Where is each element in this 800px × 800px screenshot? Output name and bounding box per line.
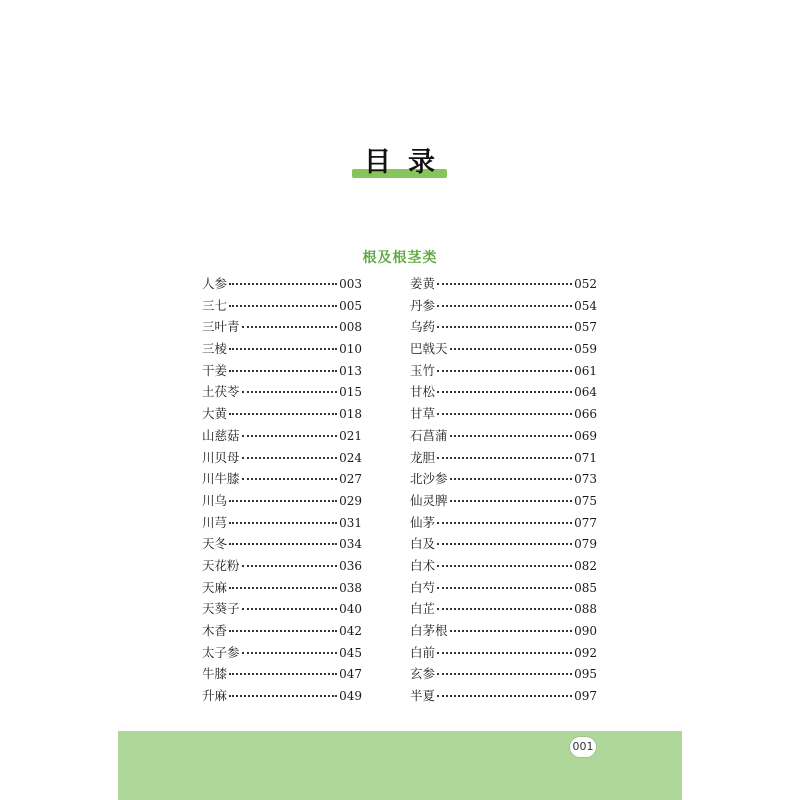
toc-entry-page: 036	[339, 558, 362, 573]
toc-entry[interactable]	[202, 425, 362, 447]
toc-entry[interactable]	[202, 663, 362, 685]
toc-entry[interactable]	[202, 512, 362, 534]
dot-leader	[229, 500, 337, 502]
toc-entry-name: 太子参	[202, 644, 240, 660]
toc-entry-name: 山慈菇	[202, 427, 240, 443]
toc-entry[interactable]	[410, 512, 597, 534]
toc-entry-page: 013	[339, 363, 362, 378]
toc-entry-name: 仙灵脾	[410, 492, 448, 508]
dot-leader	[229, 305, 337, 307]
dot-leader	[437, 391, 572, 393]
toc-entry-name: 仙茅	[410, 514, 436, 530]
dot-leader	[229, 695, 337, 697]
toc-entry-page: 038	[339, 580, 362, 595]
toc-entry-name: 天葵子	[202, 601, 240, 617]
toc-entry-page: 005	[339, 298, 362, 313]
toc-entry-name: 川贝母	[202, 449, 240, 465]
page-title	[352, 141, 447, 177]
dot-leader	[229, 630, 337, 632]
toc-entry[interactable]	[202, 598, 362, 620]
toc-entry-page: 045	[339, 645, 362, 660]
toc-entry-name: 甘松	[410, 384, 436, 400]
toc-entry[interactable]	[202, 620, 362, 642]
toc-entry-page: 034	[339, 537, 362, 552]
toc-entry-page: 024	[339, 450, 362, 465]
toc-entry-page: 029	[339, 493, 362, 508]
toc-entry-name: 天冬	[202, 536, 228, 552]
toc-entry-name: 川乌	[202, 492, 228, 508]
toc-entry[interactable]	[202, 490, 362, 512]
toc-entry-page: 015	[339, 385, 362, 400]
dot-leader	[242, 608, 338, 610]
toc-entry-name: 丹参	[410, 297, 436, 313]
toc-entry-name: 土茯苓	[202, 384, 240, 400]
toc-entry-name: 干姜	[202, 362, 228, 378]
toc-entry-name: 升麻	[202, 688, 228, 704]
toc-title-block	[0, 141, 800, 181]
page-number-badge: 001	[569, 736, 597, 758]
toc-entry-page: 040	[339, 602, 362, 617]
toc-entry-name: 甘草	[410, 406, 436, 422]
toc-entry-page: 064	[574, 385, 597, 400]
dot-leader	[242, 435, 338, 437]
dot-leader	[242, 391, 338, 393]
toc-entry-page: 008	[339, 320, 362, 335]
toc-entry-page: 059	[574, 342, 597, 357]
toc-entry-name: 白芷	[410, 601, 436, 617]
title-char-2: 录	[408, 146, 435, 178]
toc-column-right	[410, 273, 597, 707]
toc-entry-page: 075	[574, 493, 597, 508]
toc-entry[interactable]	[410, 338, 597, 360]
toc-entry-name: 三七	[202, 297, 228, 313]
dot-leader	[437, 305, 572, 307]
toc-entry-page: 021	[339, 428, 362, 443]
toc-entry-name: 天花粉	[202, 557, 240, 573]
toc-entry-page: 031	[339, 515, 362, 530]
toc-entry-page: 049	[339, 689, 362, 704]
toc-entry-page: 095	[574, 667, 597, 682]
toc-entry[interactable]	[202, 555, 362, 577]
toc-entry[interactable]	[410, 381, 597, 403]
toc-entry-name: 大黄	[202, 406, 228, 422]
toc-entry[interactable]	[410, 685, 597, 707]
toc-entry[interactable]	[410, 295, 597, 317]
dot-leader	[450, 500, 573, 502]
toc-entry[interactable]	[410, 403, 597, 425]
toc-entry-name: 龙胆	[410, 449, 436, 465]
toc-entry-name: 白茅根	[410, 623, 448, 638]
toc-entry-name: 白术	[410, 557, 436, 573]
dot-leader	[437, 608, 572, 610]
dot-leader	[437, 413, 572, 415]
toc-entry-name: 三叶青	[202, 319, 240, 335]
toc-entry-name: 白前	[410, 644, 436, 660]
dot-leader	[242, 457, 338, 459]
toc-entry-name: 天麻	[202, 579, 228, 595]
dot-leader	[437, 652, 572, 654]
toc-entry-page: 018	[339, 407, 362, 422]
section-heading: 根及根茎类	[362, 250, 438, 266]
toc-entry-page: 054	[574, 298, 597, 313]
dot-leader	[229, 413, 337, 415]
toc-entry-page: 027	[339, 472, 362, 487]
toc-entry-page: 088	[574, 602, 597, 617]
toc-entry[interactable]	[202, 381, 362, 403]
dot-leader	[242, 652, 338, 654]
toc-entry[interactable]	[410, 533, 597, 555]
toc-entry[interactable]	[202, 316, 362, 338]
dot-leader	[437, 283, 572, 285]
toc-entry-name: 半夏	[410, 688, 436, 704]
dot-leader	[242, 478, 338, 480]
toc-entry[interactable]	[410, 620, 597, 642]
toc-entry-name: 川牛膝	[202, 471, 240, 487]
toc-entry-name: 木香	[202, 623, 228, 638]
toc-entry[interactable]	[202, 403, 362, 425]
dot-leader	[229, 283, 337, 285]
toc-entry[interactable]	[202, 447, 362, 469]
toc-entry-name: 玄参	[410, 666, 436, 682]
footer-band	[118, 731, 682, 800]
toc-entry[interactable]	[202, 468, 362, 490]
dot-leader	[437, 587, 572, 589]
toc-entry[interactable]	[410, 490, 597, 512]
toc-entry-page: 047	[339, 667, 362, 682]
toc-entry-name: 巴戟天	[410, 341, 448, 357]
toc-entry-page: 052	[574, 277, 597, 291]
toc-entry-name: 北沙参	[410, 471, 448, 487]
toc-entry-page: 077	[574, 515, 597, 530]
dot-leader	[229, 673, 337, 675]
toc-entry[interactable]	[410, 273, 597, 295]
toc-entry-page: 003	[339, 277, 362, 291]
toc-entry-page: 082	[574, 558, 597, 573]
dot-leader	[450, 435, 573, 437]
toc-entry[interactable]	[410, 663, 597, 685]
toc-entry[interactable]	[202, 642, 362, 664]
dot-leader	[242, 565, 338, 567]
toc-entry[interactable]	[202, 338, 362, 360]
toc-entry-page: 090	[574, 624, 597, 638]
toc-entry-page: 010	[339, 342, 362, 357]
dot-leader	[437, 695, 572, 697]
toc-entry-page: 057	[574, 320, 597, 335]
dot-leader	[229, 587, 337, 589]
title-char-1: 目	[364, 146, 391, 178]
toc-entry-page: 066	[574, 407, 597, 422]
toc-entry-page: 071	[574, 450, 597, 465]
dot-leader	[450, 348, 573, 350]
toc-entry-name: 白芍	[410, 579, 436, 595]
toc-entry[interactable]	[410, 316, 597, 338]
dot-leader	[437, 565, 572, 567]
dot-leader	[437, 673, 572, 675]
dot-leader	[242, 326, 338, 328]
dot-leader	[437, 457, 572, 459]
toc-entry-page: 073	[574, 472, 597, 487]
dot-leader	[437, 370, 572, 372]
toc-entry[interactable]	[410, 360, 597, 382]
toc-entry[interactable]	[410, 447, 597, 469]
toc-entry-name: 三棱	[202, 341, 228, 357]
dot-leader	[450, 478, 573, 480]
toc-entry[interactable]	[410, 555, 597, 577]
dot-leader	[437, 326, 572, 328]
dot-leader	[229, 543, 337, 545]
dot-leader	[437, 522, 572, 524]
toc-entry-name: 白及	[410, 536, 436, 552]
toc-entry-page: 085	[574, 580, 597, 595]
toc-entry[interactable]	[410, 598, 597, 620]
dot-leader	[229, 348, 337, 350]
toc-entry-name: 玉竹	[410, 362, 436, 378]
toc-entry-name: 姜黄	[410, 276, 436, 291]
toc-entry-page: 097	[574, 689, 597, 704]
toc-entry-name: 川芎	[202, 514, 228, 530]
dot-leader	[437, 543, 572, 545]
toc-entry[interactable]	[202, 360, 362, 382]
toc-entry-page: 042	[339, 624, 362, 638]
toc-entry-name: 乌药	[410, 319, 436, 335]
toc-entry-page: 092	[574, 645, 597, 660]
dot-leader	[229, 522, 337, 524]
toc-entry[interactable]	[410, 577, 597, 599]
toc-entry[interactable]	[410, 425, 597, 447]
toc-entry-name: 牛膝	[202, 666, 228, 682]
toc-column-left	[202, 273, 362, 707]
toc-entry-page: 079	[574, 537, 597, 552]
toc-entry-name: 人参	[202, 276, 228, 291]
toc-entry[interactable]	[410, 468, 597, 490]
toc-entry-page: 069	[574, 428, 597, 443]
toc-entry[interactable]	[202, 685, 362, 707]
toc-entry[interactable]	[202, 295, 362, 317]
toc-entry-page: 061	[574, 363, 597, 378]
toc-entry[interactable]	[410, 642, 597, 664]
toc-entry[interactable]	[202, 273, 362, 295]
toc-entry[interactable]	[202, 533, 362, 555]
toc-entry-name: 石菖蒲	[410, 427, 448, 443]
toc-entry[interactable]	[202, 577, 362, 599]
dot-leader	[450, 630, 573, 632]
dot-leader	[229, 370, 337, 372]
